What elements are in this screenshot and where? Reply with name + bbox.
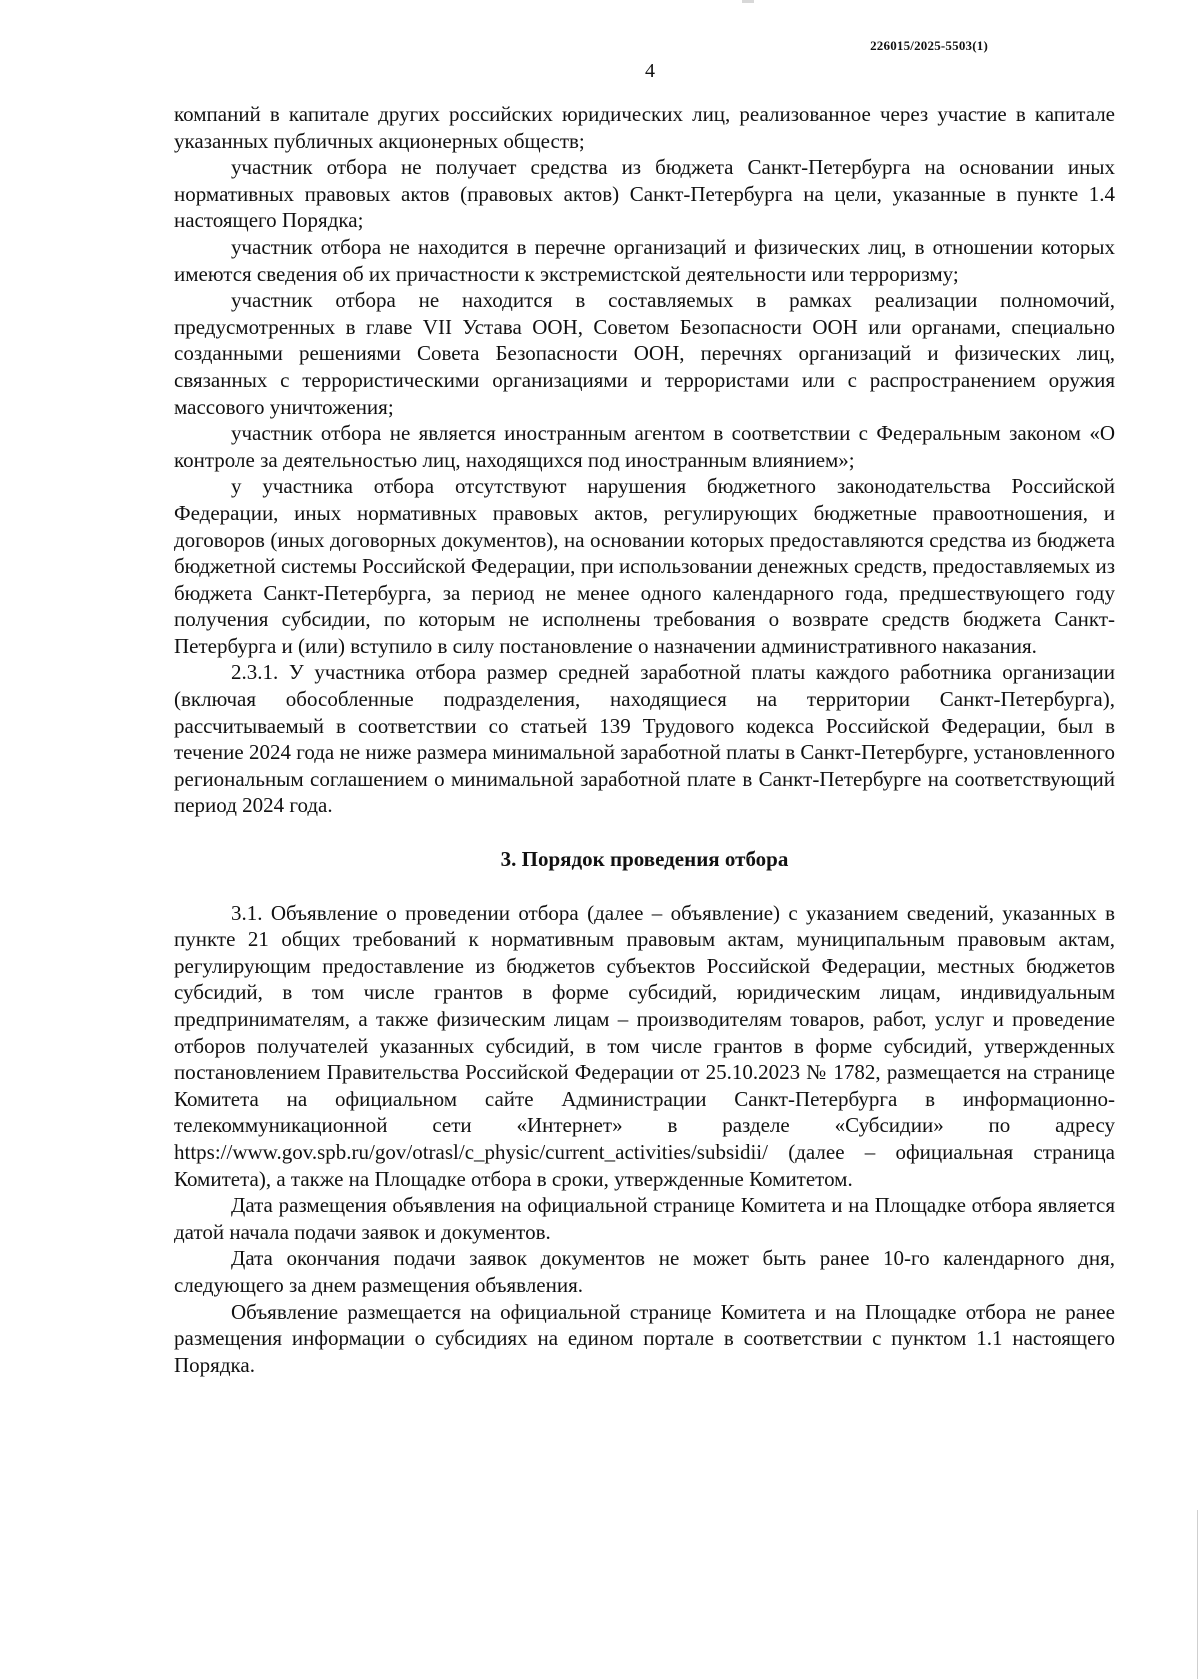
document-registration-number: 226015/2025-5503(1) bbox=[870, 38, 988, 53]
scan-edge-line bbox=[1197, 1510, 1198, 1679]
document-body bbox=[174, 101, 1115, 1378]
paragraph-foreign-agent: участник отбора не является иностранным агентом в соответствии с Федеральным законом «О контроле за деятельностью лиц, находящихся под иностранным влиянием»; bbox=[174, 421, 1115, 472]
paragraph-continuation: компаний в капитале других российских юридических лиц, реализованное через участие в капитале указанных публичных акционерных обществ; bbox=[174, 102, 1115, 153]
page-number: 4 bbox=[645, 60, 655, 82]
paragraph-start-date: Дата размещения объявления на официальной странице Комитета и на Площадке отбора является датой начала подачи заявок и документов. bbox=[174, 1193, 1115, 1244]
scan-artifact bbox=[742, 0, 754, 3]
paragraph-budget-violations: у участника отбора отсутствуют нарушения бюджетного законодательства Российской Федерации, иных нормативных правовых актов, регулирующих бюджетные правоотношения, и договоров (иных договорных документов), на основании которых предоставляются средства из бюджета бюджетной системы Российской Федерации, при использовании денежных средств, предоставляемых из бюджета Санкт-Петербурга, за период не менее одного календарного года, предшествующего году получения субсидии, по которым не исполнены требования о возврате средств бюджета Санкт-Петербурга и (или) вступило в силу постановление о назначении административного наказания. bbox=[174, 474, 1115, 658]
paragraph-un-security-council: участник отбора не находится в составляемых в рамках реализации полномочий, предусмотренных в главе VII Устава ООН, Советом Безопасности ООН или органами, специально созданными решениями Совета Безопасности ООН, перечнях организаций и физических лиц, связанных с террористическими организациями и террористами или с распространением оружия массового уничтожения; bbox=[174, 288, 1115, 419]
paragraph-2-3-1-salary: 2.3.1. У участника отбора размер средней заработной платы каждого работника организации (включая обособленные подразделения, находящиеся на территории Санкт-Петербурга), рассчитываемый в соответствии со статьей 139 Трудового кодекса Российской Федерации, был в течение 2024 года не ниже размера минимальной заработной платы в Санкт-Петербурге, установленного региональным соглашением о минимальной заработной плате в Санкт-Петербурге на соответствующий период 2024 года. bbox=[174, 660, 1115, 818]
paragraph-budget-funds: участник отбора не получает средства из бюджета Санкт-Петербурга на основании иных нормативных правовых актов (правовых актов) Санкт-Петербурга на цели, указанные в пункте 1.4 настоящего Порядка; bbox=[174, 155, 1115, 233]
paragraph-end-date: Дата окончания подачи заявок документов не может быть ранее 10-го календарного дня, следующего за днем размещения объявления. bbox=[174, 1246, 1115, 1297]
paragraph-extremism-list: участник отбора не находится в перечне организаций и физических лиц, в отношении которых имеются сведения об их причастности к экстремистской деятельности или терроризму; bbox=[174, 234, 1115, 286]
section-heading: 3. Порядок проведения отбора bbox=[500, 847, 789, 872]
paragraph-3-1-announcement: 3.1. Объявление о проведении отбора (далее – объявление) с указанием сведений, указанных в пункте 21 общих требований к нормативным правовым актам, муниципальным правовым актам, регулирующим предоставление из бюджетов субъектов Российской Федерации, местных бюджетов субсидий, в том числе грантов в форме субсидий, юридическим лицам, индивидуальным предпринимателям, а также физическим лицам – производителям товаров, работ, услуг и проведение отборов получателей указанных субсидий, в том числе грантов в форме субсидий, утвержденных постановлением Правительства Российской Федерации от 25.10.2023 № 1782, размещается на странице Комитета на официальном сайте Администрации Санкт-Петербурга в информационно-телекоммуникационной сети «Интернет» в разделе «Субсидии» по адресу https://www.gov.spb.ru/gov/otrasl/c_physic/current_activities/subsidii/ (далее – официальная страница Комитета), а также на Площадке отбора в сроки, утвержденные Комитетом. bbox=[174, 900, 1115, 1191]
paragraph-publication: Объявление размещается на официальной странице Комитета и на Площадке отбора не ранее размещения информации о субсидиях на едином портале в соответствии с пунктом 1.1 настоящего Порядка. bbox=[174, 1299, 1115, 1377]
